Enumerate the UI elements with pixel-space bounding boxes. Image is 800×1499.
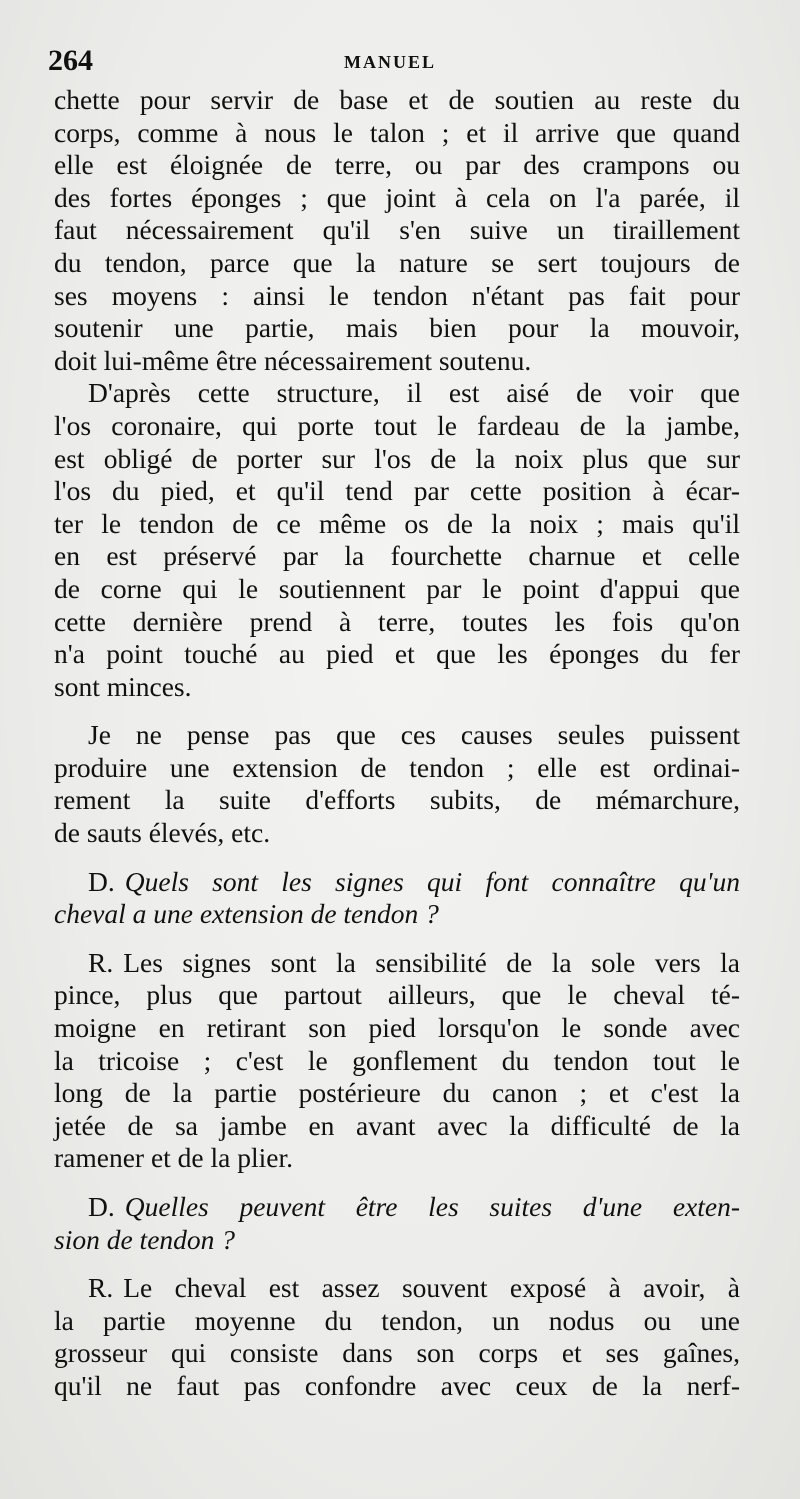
text-line: corps, comme à nous le talon ; et il arrive que quand	[54, 116, 740, 148]
paragraph-3	[54, 719, 740, 849]
text-line: ses moyens : ainsi le tendon n'étant pas fait pour	[54, 279, 740, 311]
answer-text: Le cheval est assez souvent exposé à avoir, à	[123, 1272, 740, 1304]
question-text: Quelles peuvent être les suites d'une exten-	[124, 1191, 740, 1222]
text-line: jetée de sa jambe en avant avec la difficulté de la	[54, 1109, 740, 1141]
running-title: MANUEL	[344, 52, 436, 72]
text-line: n'a point touché au pied et que les éponges du fer	[54, 638, 740, 670]
text-line: la partie moyenne du tendon, un nodus ou une	[54, 1304, 740, 1336]
text-line: l'os du pied, et qu'il tend par cette position à écar-	[54, 475, 740, 507]
answer-label: R.	[88, 1272, 114, 1304]
text-line: produire une extension de tendon ; elle est ordinai-	[54, 751, 740, 783]
question-line	[54, 866, 740, 899]
text-line: du tendon, parce que la nature se sert toujours de	[54, 246, 740, 278]
text-line: D'après cette structure, il est aisé de voir que	[88, 377, 740, 409]
text-line: l'os coronaire, qui porte tout le fardeau de la jambe,	[54, 409, 740, 441]
paragraph-1	[54, 84, 740, 377]
text-line: moigne en retirant son pied lorsqu'on le sonde avec	[54, 1012, 740, 1044]
text-line: ter le tendon de ce même os de la noix ; mais qu'il	[54, 507, 740, 539]
answer-text: Les signes sont la sensibilité de la sole vers la	[123, 946, 740, 978]
question-text: Quels sont les signes qui font connaître qu'un	[124, 865, 740, 897]
answer-2	[54, 1272, 740, 1402]
question-line	[54, 1191, 740, 1224]
question-2	[54, 1191, 740, 1256]
page-number: 264	[48, 44, 93, 77]
text-line: est obligé de porter sur l'os de la noix plus que sur	[54, 442, 740, 474]
text-line: en est préservé par la fourchette charnue et celle	[54, 540, 740, 572]
text-line: ramener et de la plier.	[54, 1142, 293, 1174]
text-line: sont minces.	[54, 670, 192, 702]
answer-label: R.	[88, 946, 114, 978]
question-1	[54, 866, 740, 931]
question-line: sion de tendon ?	[54, 1223, 236, 1255]
question-line: cheval a une extension de tendon ?	[54, 898, 439, 930]
text-line: soutenir une partie, mais bien pour la mouvoir,	[54, 312, 740, 344]
answer-line	[54, 947, 740, 980]
text-line: elle est éloignée de terre, ou par des crampons ou	[54, 149, 740, 181]
answer-line	[54, 1272, 740, 1305]
text-line: chette pour servir de base et de soutien au reste du	[54, 84, 740, 115]
body-text	[54, 84, 740, 1403]
text-line: pince, plus que partout ailleurs, que le cheval té-	[54, 979, 740, 1011]
text-line: des fortes éponges ; que joint à cela on l'a parée, il	[54, 181, 740, 213]
text-line: de sauts élevés, etc.	[54, 817, 271, 849]
text-line: de corne qui le soutiennent par le point d'appui que	[54, 572, 740, 604]
text-line: qu'il ne faut pas confondre avec ceux de la nerf-	[54, 1369, 740, 1401]
question-label: D.	[88, 865, 115, 897]
text-line: la tricoise ; c'est le gonflement du tendon tout le	[54, 1044, 740, 1076]
text-line: Je ne pense pas que ces causes seules puissent	[88, 719, 740, 751]
text-line: cette dernière prend à terre, toutes les fois qu'on	[54, 605, 740, 637]
text-line: grosseur qui consiste dans son corps et ses gaînes,	[54, 1337, 740, 1369]
text-line: long de la partie postérieure du canon ; et c'est la	[54, 1077, 740, 1109]
page-header	[48, 44, 738, 84]
question-label: D.	[88, 1191, 115, 1222]
text-line: rement la suite d'efforts subits, de mémarchure,	[54, 784, 740, 816]
text-line: doit lui-même être nécessairement soutenu.	[54, 344, 532, 376]
answer-1	[54, 947, 740, 1175]
text-line: faut nécessairement qu'il s'en suive un tiraillement	[54, 214, 740, 246]
paragraph-2	[54, 377, 740, 703]
